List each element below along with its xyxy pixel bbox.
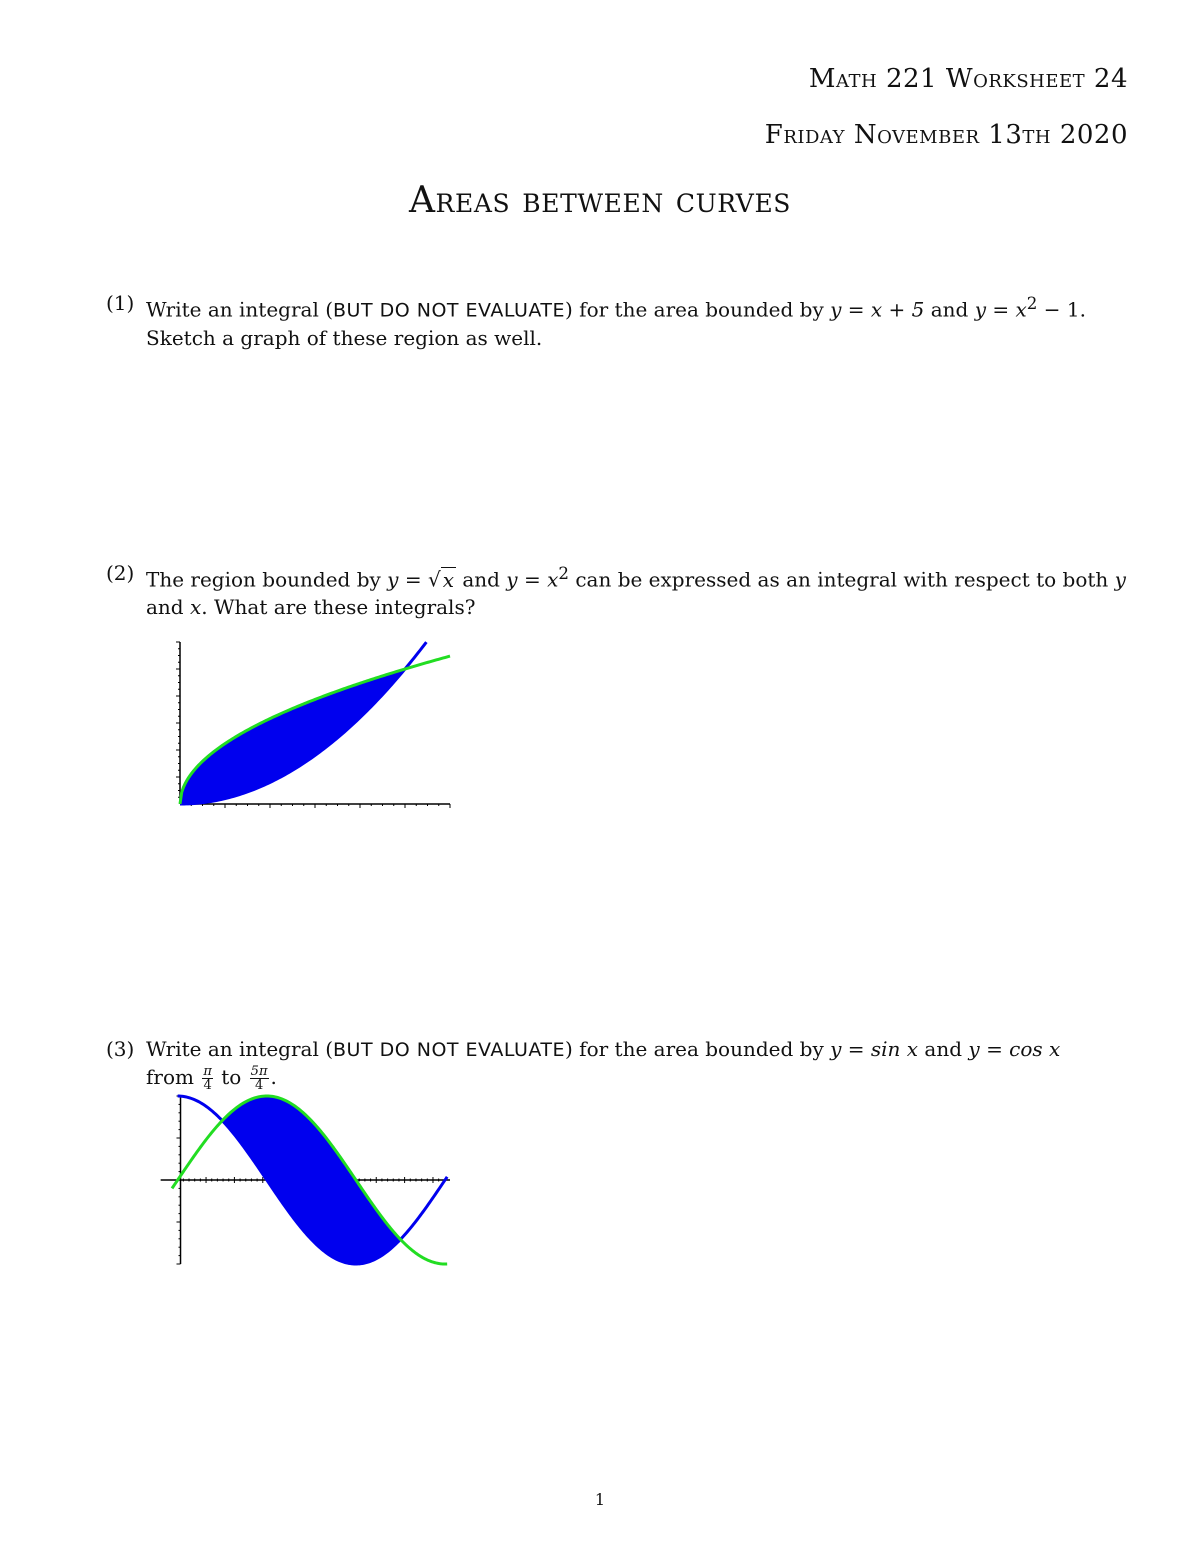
sqrt-sign: √: [427, 567, 441, 592]
variable: x: [189, 594, 202, 619]
problem-text: and: [924, 297, 975, 322]
problem-number: (2): [106, 561, 135, 585]
fraction-numerator: π: [203, 1064, 212, 1079]
problem-2: [106, 560, 1130, 621]
problem-3: [106, 1036, 1130, 1092]
problem-number: (1): [106, 291, 135, 315]
problem-text: Write an integral (: [146, 297, 334, 322]
shaded-region: [180, 669, 405, 804]
emphasis-text: BUT DO NOT EVALUATE: [333, 299, 566, 322]
problem-text: from: [146, 1065, 201, 1089]
equation: y = cos x: [968, 1037, 1061, 1061]
problem-text: The region bounded by: [146, 567, 388, 592]
worksheet-header: Math 221 Worksheet 24: [808, 64, 1128, 94]
emphasis-text: BUT DO NOT EVALUATE: [333, 1039, 566, 1061]
page-number: 1: [594, 1490, 606, 1509]
exponent: 2: [558, 564, 569, 583]
problem-text: and: [918, 1037, 969, 1061]
problem-text: ) for the area bounded by: [565, 297, 831, 322]
problem-text: .: [270, 1065, 277, 1089]
problem-text: Sketch a graph of these region as well.: [146, 325, 543, 350]
problem-number: (3): [106, 1037, 135, 1061]
page-title: Areas between curves: [408, 180, 792, 221]
problem-text: and: [455, 567, 507, 592]
fraction-denominator: 4: [254, 1078, 264, 1093]
equation: y = sin x: [830, 1037, 919, 1061]
figure-sqrt-vs-square: [160, 630, 460, 820]
worksheet-date: Friday November 13th 2020: [764, 120, 1128, 150]
problem-text: ) for the area bounded by: [565, 1037, 831, 1061]
problem-text: Write an integral (: [146, 1037, 334, 1061]
figure-sin-vs-cos: [160, 1088, 460, 1273]
problem-text: . What are these integrals?: [201, 594, 476, 619]
variable: y: [1114, 567, 1126, 592]
problem-1: [106, 290, 1130, 352]
problem-text: can be expressed as an integral with respect to both: [568, 567, 1115, 592]
sqrt-argument: x: [442, 567, 454, 592]
problem-text: and: [146, 594, 190, 619]
equation: y =: [387, 567, 428, 592]
equation: y = x + 5: [830, 297, 925, 322]
equation-tail: − 1.: [1037, 297, 1086, 322]
problem-text: to: [214, 1065, 248, 1089]
fraction-denominator: 4: [203, 1078, 212, 1093]
fraction-numerator: 5π: [250, 1064, 268, 1079]
equation: y = x: [974, 297, 1027, 322]
exponent: 2: [1026, 294, 1038, 313]
equation: y = x: [506, 567, 559, 592]
